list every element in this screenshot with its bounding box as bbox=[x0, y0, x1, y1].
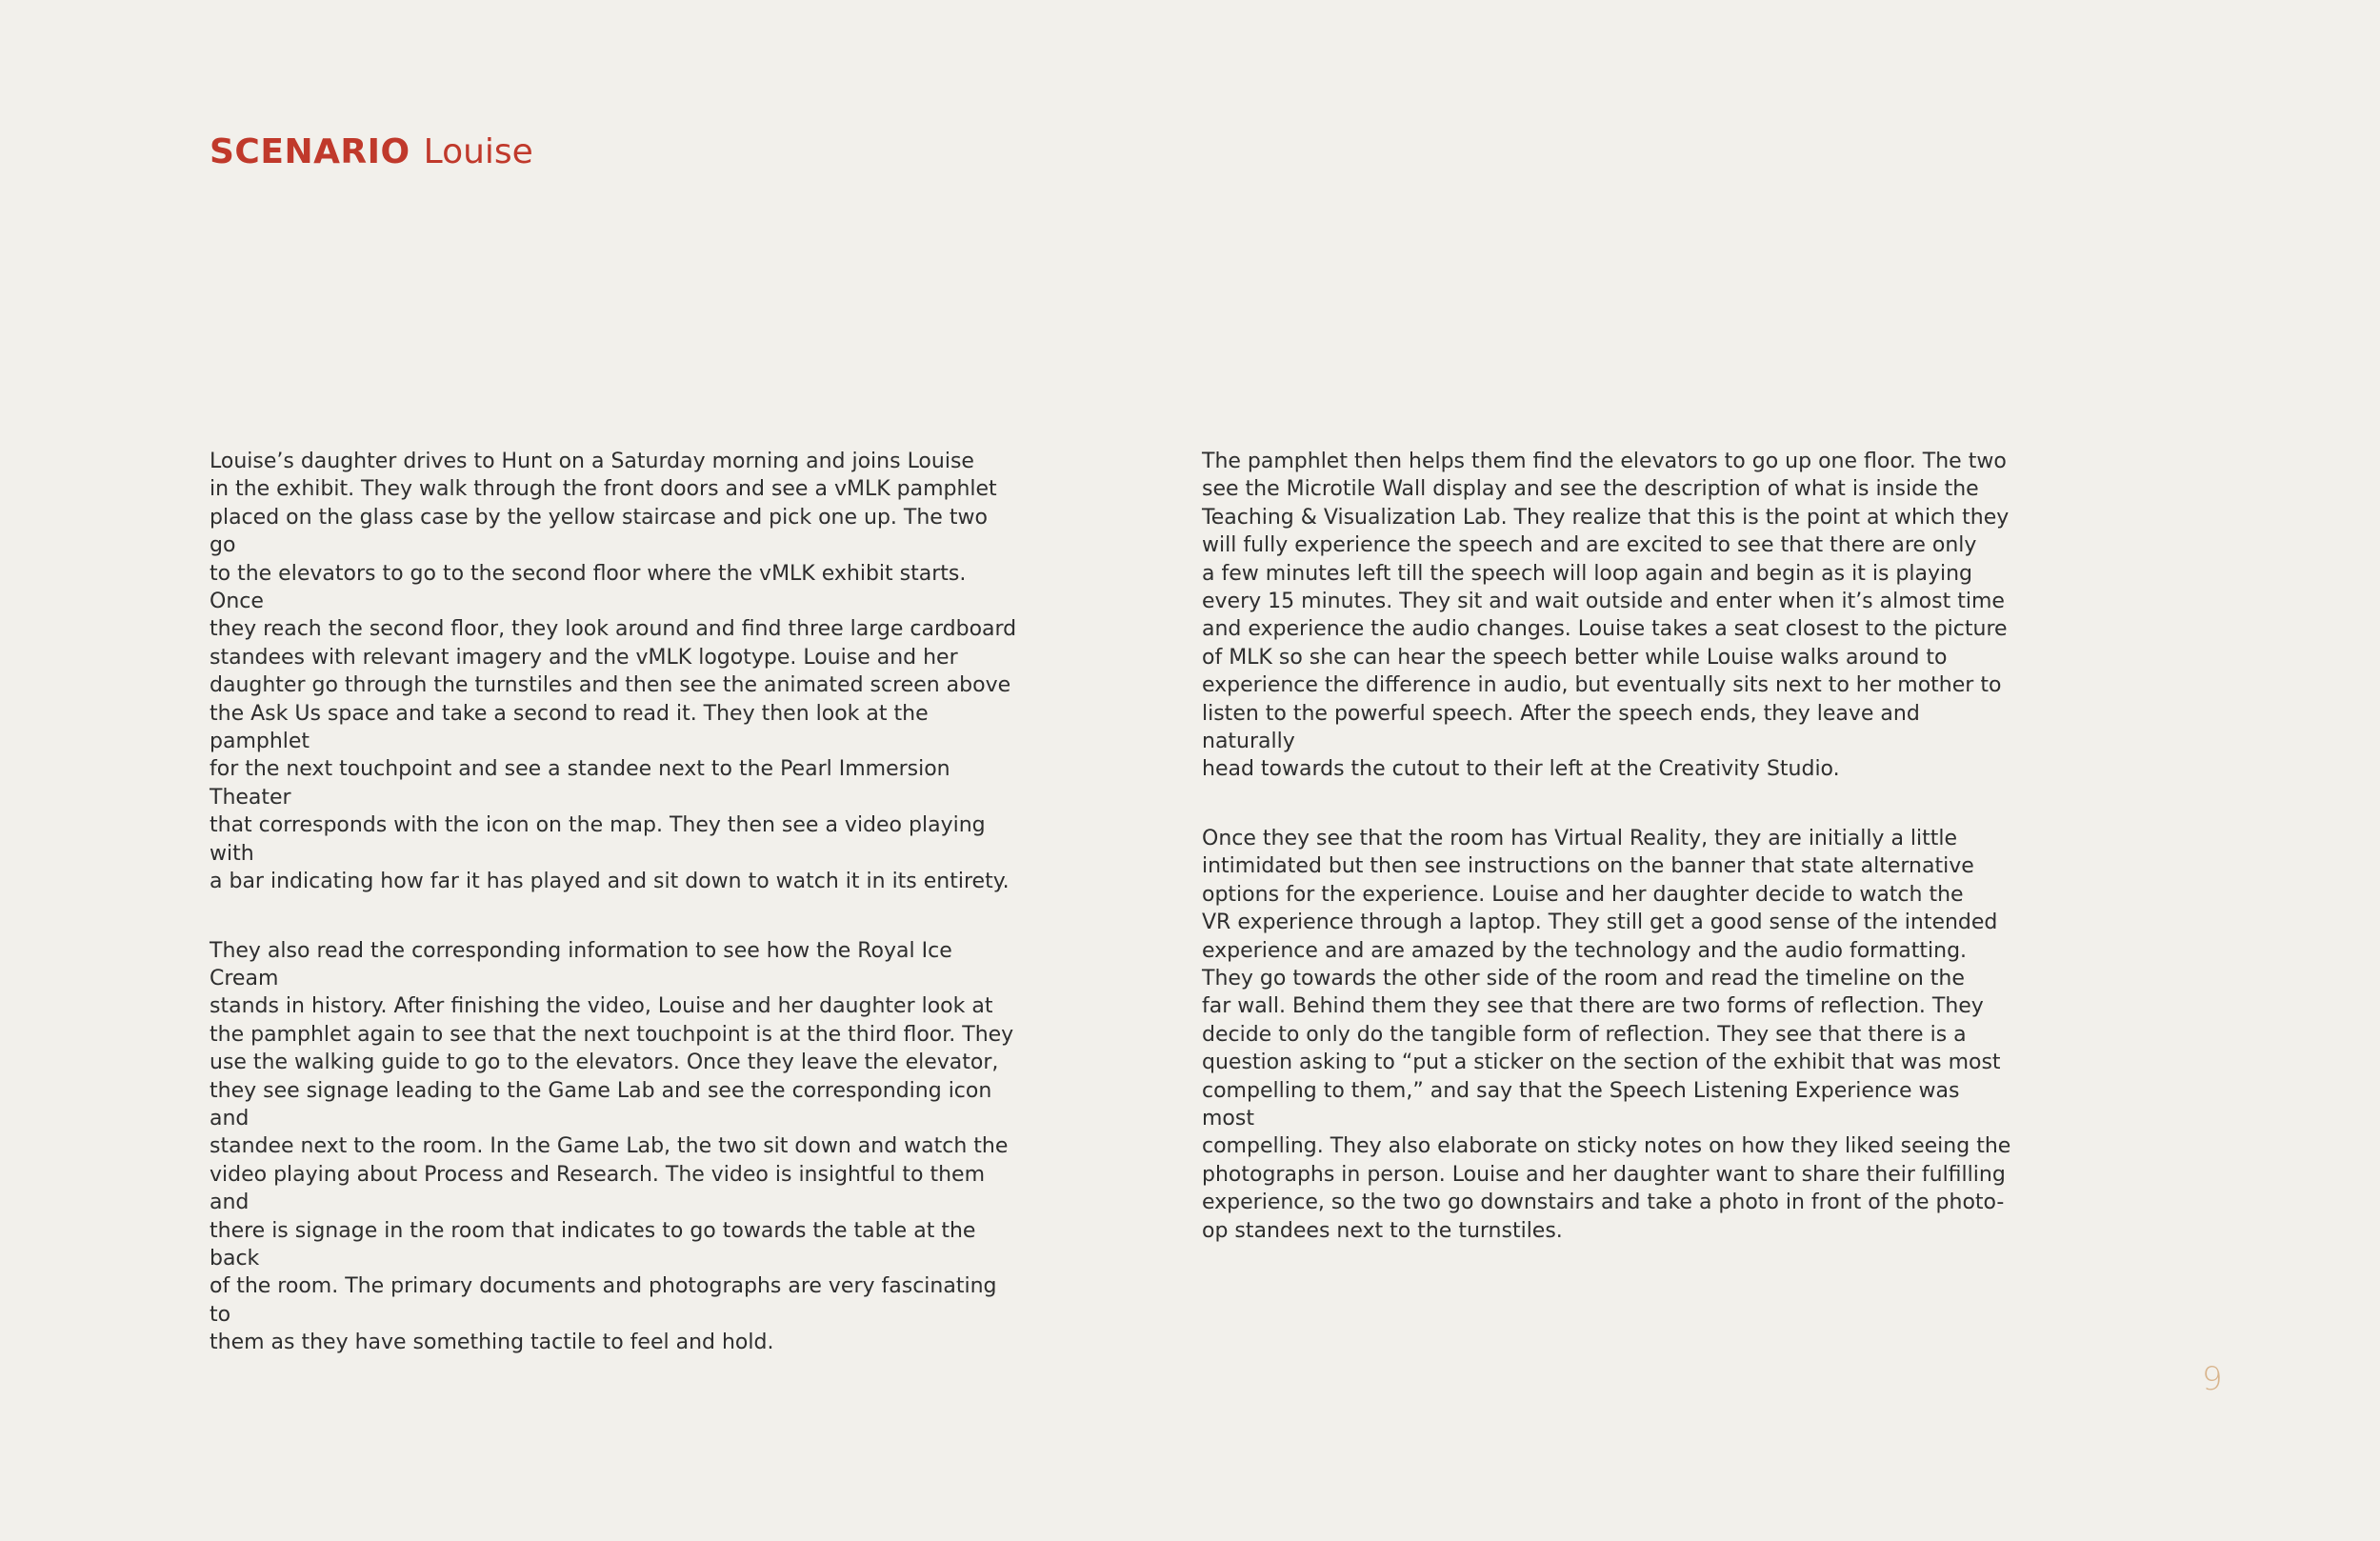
page-number: 9 bbox=[2202, 1360, 2223, 1398]
persona-name: Louise bbox=[423, 132, 533, 171]
left-paragraph-1: Louise’s daughter drives to Hunt on a Saturday morning and joins Louise in the exhibit. They walk through the front doors and see a vMLK pamphlet placed on the glass case by the yellow staircase and pick one up. The two go to the elevators to go to the second floor where the vMLK exhibit starts. Once they reach the second floor, they look around and find three large cardboard standees with relevant imagery and the vMLK logotype. Louise and her daughter go through the turnstiles and then see the animated screen above the Ask Us space and take a second to read it. They then look at the pamphlet for the next touchpoint and see a standee next to the Pearl Immersion Theater that corresponds with the icon on the map. They then see a video playing with a bar indicating how far it has played and sit down to watch it in its entirety. bbox=[210, 450, 1017, 894]
right-column bbox=[1202, 448, 2011, 1286]
left-paragraph-2: They also read the corresponding information to see how the Royal Ice Cream stands in history. After finishing the video, Louise and her daughter look at the pamphlet again to see that the next touchpoint is at the third floor. They use the walking guide to go to the elevators. Once they leave the elevator, they see signage leading to the Game Lab and see the corresponding icon and standee next to the room. In the Game Lab, the two sit down and watch the video playing about Process and Research. The video is insightful to them and there is signage in the room that indicates to go towards the table at the back of the room. The primary documents and photographs are very fascinating to them as they have something tactile to feel and hold. bbox=[210, 938, 1014, 1355]
left-column bbox=[210, 448, 1019, 1398]
page-title bbox=[210, 130, 533, 175]
scenario-label: SCENARIO bbox=[210, 132, 410, 171]
right-paragraph-2: Once they see that the room has Virtual Reality, they are initially a little intimidated but then see instructions on the banner that state alternative options for the experience. Louise and her daughter decide to watch the VR experience through a laptop. They still get a good sense of the intended experience and are amazed by the technology and the audio formatting. They go towards the other side of the room and read the timeline on the far wall. Behind them they see that there are two forms of reflection. They decide to only do the tangible form of reflection. They see that there is a question asking to “put a sticker on the section of the exhibit that was most compelling to them,” and say that the Speech Listening Experience was most compelling. They also elaborate on sticky notes on how they liked seeing the photographs in person. Louise and her daughter want to share their fulfilling experience, so the two go downstairs and take a photo in front of the photo- op standees next to the turnstiles. bbox=[1202, 826, 2011, 1243]
right-paragraph-1: The pamphlet then helps them find the elevators to go up one floor. The two see the Microtile Wall display and see the description of what is inside the Teaching & Visualization Lab. They realize that this is the point at which they will fully experience the speech and are excited to see that there are only a few minutes left till the speech will loop again and begin as it is playing every 15 minutes. They sit and wait outside and enter when it’s almost time and experience the audio changes. Louise takes a seat closest to the picture of MLK so she can hear the speech better while Louise walks around to experience the difference in audio, but eventually sits next to her mother to listen to the powerful speech. After the speech ends, they leave and naturally head towards the cutout to their left at the Creativity Studio. bbox=[1202, 450, 2010, 782]
